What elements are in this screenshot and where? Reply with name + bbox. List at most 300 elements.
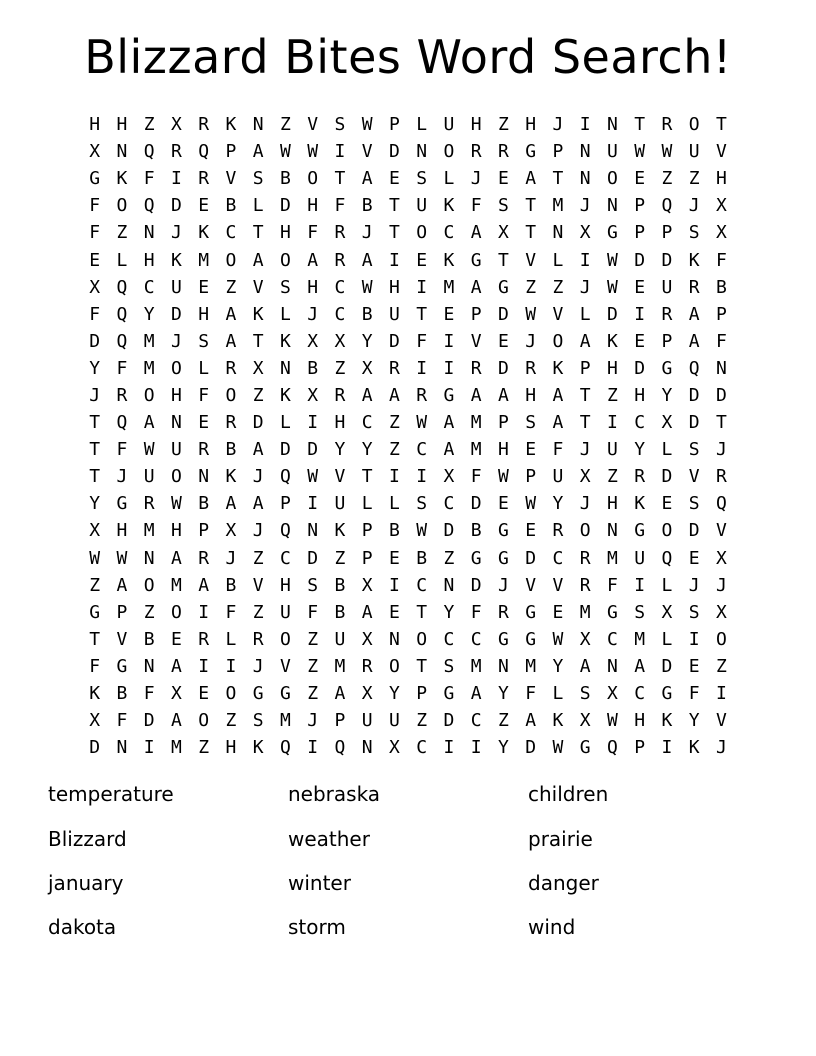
grid-letter-r18-c3: O xyxy=(143,574,155,596)
grid-letter-r20-c10: U xyxy=(334,628,346,650)
grid-letter-r4-c5: E xyxy=(198,195,210,217)
grid-letter-r13-c20: U xyxy=(606,439,618,461)
grid-letter-r17-c10: Z xyxy=(334,547,346,569)
grid-letter-r9-c11: Y xyxy=(361,330,373,352)
grid-letter-r21-c2: G xyxy=(116,655,128,677)
grid-letter-r21-c7: J xyxy=(252,655,264,677)
grid-letter-r9-c5: S xyxy=(198,330,210,352)
grid-letter-r15-c16: E xyxy=(497,493,509,515)
grid-letter-r13-c11: Y xyxy=(361,439,373,461)
grid-letter-r4-c8: D xyxy=(279,195,291,217)
grid-letter-r9-c14: I xyxy=(443,330,455,352)
grid-letter-r16-c12: B xyxy=(388,520,400,542)
grid-letter-r8-c17: W xyxy=(525,303,537,325)
grid-letter-r21-c23: E xyxy=(688,655,700,677)
grid-letter-r17-c17: D xyxy=(525,547,537,569)
grid-letter-r5-c10: R xyxy=(334,222,346,244)
grid-letter-r11-c13: R xyxy=(416,384,428,406)
grid-letter-r14-c17: P xyxy=(525,466,537,488)
grid-letter-r24-c13: C xyxy=(416,737,428,759)
grid-letter-r1-c12: P xyxy=(388,114,400,136)
grid-letter-r17-c19: R xyxy=(579,547,591,569)
grid-letter-r4-c23: J xyxy=(688,195,700,217)
grid-letter-r12-c4: N xyxy=(170,412,182,434)
grid-letter-r14-c14: X xyxy=(443,466,455,488)
grid-letter-r7-c20: W xyxy=(606,276,618,298)
grid-letter-r23-c7: S xyxy=(252,710,264,732)
grid-letter-r13-c21: Y xyxy=(634,439,646,461)
grid-letter-r9-c21: E xyxy=(634,330,646,352)
grid-letter-r20-c4: E xyxy=(170,628,182,650)
grid-letter-r1-c5: R xyxy=(198,114,210,136)
grid-letter-r7-c19: J xyxy=(579,276,591,298)
grid-letter-r11-c4: H xyxy=(170,384,182,406)
grid-letter-r1-c1: H xyxy=(89,114,101,136)
grid-letter-r15-c2: G xyxy=(116,493,128,515)
grid-letter-r20-c9: Z xyxy=(307,628,319,650)
grid-letter-r24-c6: H xyxy=(225,737,237,759)
grid-letter-r21-c3: N xyxy=(143,655,155,677)
word-item: temperature xyxy=(48,782,174,807)
grid-letter-r15-c10: U xyxy=(334,493,346,515)
grid-letter-r6-c2: L xyxy=(116,249,128,271)
grid-letter-r15-c22: E xyxy=(661,493,673,515)
grid-letter-r23-c3: D xyxy=(143,710,155,732)
grid-letter-r11-c24: D xyxy=(715,384,727,406)
grid-letter-r20-c23: I xyxy=(688,628,700,650)
grid-letter-r4-c4: D xyxy=(170,195,182,217)
grid-letter-r2-c9: W xyxy=(307,141,319,163)
grid-letter-r9-c8: K xyxy=(279,330,291,352)
grid-letter-r17-c23: E xyxy=(688,547,700,569)
grid-letter-r6-c12: I xyxy=(388,249,400,271)
grid-letter-r1-c11: W xyxy=(361,114,373,136)
grid-letter-r7-c2: Q xyxy=(116,276,128,298)
grid-letter-r3-c15: J xyxy=(470,168,482,190)
grid-letter-r23-c16: Z xyxy=(497,710,509,732)
grid-letter-r1-c4: X xyxy=(170,114,182,136)
grid-letter-r19-c21: S xyxy=(634,601,646,623)
grid-letter-r1-c7: N xyxy=(252,114,264,136)
grid-letter-r8-c22: R xyxy=(661,303,673,325)
grid-letter-r15-c23: S xyxy=(688,493,700,515)
grid-letter-r23-c14: D xyxy=(443,710,455,732)
grid-letter-r21-c17: M xyxy=(525,655,537,677)
grid-letter-r6-c11: A xyxy=(361,249,373,271)
grid-letter-r12-c21: C xyxy=(634,412,646,434)
grid-letter-r3-c4: I xyxy=(170,168,182,190)
grid-letter-r20-c19: X xyxy=(579,628,591,650)
grid-letter-r24-c14: I xyxy=(443,737,455,759)
grid-letter-r12-c5: E xyxy=(198,412,210,434)
grid-letter-r9-c3: M xyxy=(143,330,155,352)
grid-letter-r18-c4: M xyxy=(170,574,182,596)
grid-letter-r2-c6: P xyxy=(225,141,237,163)
grid-letter-r2-c13: N xyxy=(416,141,428,163)
grid-letter-r17-c1: W xyxy=(89,547,101,569)
grid-letter-r15-c7: A xyxy=(252,493,264,515)
grid-letter-r2-c1: X xyxy=(89,141,101,163)
grid-letter-r6-c9: A xyxy=(307,249,319,271)
grid-letter-r13-c23: S xyxy=(688,439,700,461)
grid-letter-r7-c24: B xyxy=(715,276,727,298)
grid-letter-r10-c21: D xyxy=(634,357,646,379)
grid-letter-r7-c21: E xyxy=(634,276,646,298)
grid-letter-r16-c19: O xyxy=(579,520,591,542)
grid-letter-r7-c7: V xyxy=(252,276,264,298)
grid-letter-r16-c10: K xyxy=(334,520,346,542)
grid-letter-r1-c13: L xyxy=(416,114,428,136)
grid-letter-r18-c13: C xyxy=(416,574,428,596)
grid-letter-r10-c6: R xyxy=(225,357,237,379)
grid-letter-r15-c18: Y xyxy=(552,493,564,515)
grid-letter-r18-c19: R xyxy=(579,574,591,596)
grid-letter-r13-c3: W xyxy=(143,439,155,461)
grid-letter-r16-c7: J xyxy=(252,520,264,542)
grid-letter-r4-c21: P xyxy=(634,195,646,217)
grid-letter-r6-c14: K xyxy=(443,249,455,271)
grid-letter-r15-c19: J xyxy=(579,493,591,515)
grid-letter-r18-c7: V xyxy=(252,574,264,596)
grid-letter-r11-c5: F xyxy=(198,384,210,406)
grid-letter-r10-c3: M xyxy=(143,357,155,379)
grid-letter-r4-c18: M xyxy=(552,195,564,217)
grid-letter-r14-c4: O xyxy=(170,466,182,488)
grid-letter-r13-c24: J xyxy=(715,439,727,461)
grid-letter-r22-c1: K xyxy=(89,683,101,705)
grid-letter-r17-c20: M xyxy=(606,547,618,569)
grid-letter-r9-c15: V xyxy=(470,330,482,352)
grid-letter-r8-c20: D xyxy=(606,303,618,325)
grid-letter-r17-c11: P xyxy=(361,547,373,569)
grid-letter-r23-c19: X xyxy=(579,710,591,732)
grid-letter-r17-c21: U xyxy=(634,547,646,569)
grid-letter-r7-c17: Z xyxy=(525,276,537,298)
grid-letter-r13-c2: F xyxy=(116,439,128,461)
grid-letter-r12-c24: T xyxy=(715,412,727,434)
grid-letter-r3-c10: T xyxy=(334,168,346,190)
grid-letter-r13-c7: A xyxy=(252,439,264,461)
grid-letter-r10-c20: H xyxy=(606,357,618,379)
grid-letter-r3-c9: O xyxy=(307,168,319,190)
grid-letter-r24-c19: G xyxy=(579,737,591,759)
grid-letter-r9-c4: J xyxy=(170,330,182,352)
grid-letter-r6-c6: O xyxy=(225,249,237,271)
grid-letter-r9-c6: A xyxy=(225,330,237,352)
grid-letter-r5-c23: S xyxy=(688,222,700,244)
grid-letter-r3-c7: S xyxy=(252,168,264,190)
grid-letter-r14-c13: I xyxy=(416,466,428,488)
grid-letter-r12-c15: M xyxy=(470,412,482,434)
grid-letter-r5-c2: Z xyxy=(116,222,128,244)
grid-letter-r3-c6: V xyxy=(225,168,237,190)
grid-letter-r21-c6: I xyxy=(225,655,237,677)
grid-letter-r14-c19: X xyxy=(579,466,591,488)
grid-letter-r19-c22: X xyxy=(661,601,673,623)
grid-letter-r3-c8: B xyxy=(279,168,291,190)
grid-letter-r3-c3: F xyxy=(143,168,155,190)
grid-letter-r16-c4: H xyxy=(170,520,182,542)
grid-letter-r24-c12: X xyxy=(388,737,400,759)
grid-letter-r23-c18: K xyxy=(552,710,564,732)
grid-letter-r2-c8: W xyxy=(279,141,291,163)
grid-letter-r19-c15: F xyxy=(470,601,482,623)
grid-letter-r1-c3: Z xyxy=(143,114,155,136)
grid-letter-r6-c20: W xyxy=(606,249,618,271)
grid-letter-r14-c21: R xyxy=(634,466,646,488)
grid-letter-r13-c17: E xyxy=(525,439,537,461)
grid-letter-r8-c16: D xyxy=(497,303,509,325)
grid-letter-r6-c16: T xyxy=(497,249,509,271)
grid-letter-r4-c2: O xyxy=(116,195,128,217)
grid-letter-r20-c12: N xyxy=(388,628,400,650)
grid-letter-r20-c21: M xyxy=(634,628,646,650)
grid-letter-r15-c9: I xyxy=(307,493,319,515)
grid-letter-r21-c16: N xyxy=(497,655,509,677)
grid-letter-r7-c10: C xyxy=(334,276,346,298)
grid-letter-r11-c16: A xyxy=(497,384,509,406)
grid-letter-r22-c14: G xyxy=(443,683,455,705)
grid-letter-r14-c12: I xyxy=(388,466,400,488)
grid-letter-r3-c18: T xyxy=(552,168,564,190)
grid-letter-r18-c9: S xyxy=(307,574,319,596)
grid-letter-r14-c24: R xyxy=(715,466,727,488)
grid-letter-r17-c7: Z xyxy=(252,547,264,569)
grid-letter-r8-c3: Y xyxy=(143,303,155,325)
grid-letter-r24-c17: D xyxy=(525,737,537,759)
grid-letter-r12-c10: H xyxy=(334,412,346,434)
grid-letter-r2-c4: R xyxy=(170,141,182,163)
grid-letter-r12-c1: T xyxy=(89,412,101,434)
grid-letter-r18-c20: F xyxy=(606,574,618,596)
grid-letter-r20-c18: W xyxy=(552,628,564,650)
grid-letter-r22-c20: X xyxy=(606,683,618,705)
grid-letter-r15-c13: S xyxy=(416,493,428,515)
grid-letter-r16-c14: D xyxy=(443,520,455,542)
grid-letter-r4-c16: S xyxy=(497,195,509,217)
grid-letter-r17-c13: B xyxy=(416,547,428,569)
grid-letter-r20-c1: T xyxy=(89,628,101,650)
grid-letter-r3-c12: E xyxy=(388,168,400,190)
grid-letter-r12-c17: S xyxy=(525,412,537,434)
grid-letter-r17-c8: C xyxy=(279,547,291,569)
grid-letter-r6-c1: E xyxy=(89,249,101,271)
grid-letter-r1-c17: H xyxy=(525,114,537,136)
grid-letter-r7-c18: Z xyxy=(552,276,564,298)
grid-letter-r9-c7: T xyxy=(252,330,264,352)
grid-letter-r22-c15: A xyxy=(470,683,482,705)
grid-letter-r16-c22: O xyxy=(661,520,673,542)
grid-letter-r18-c22: L xyxy=(661,574,673,596)
grid-letter-r4-c6: B xyxy=(225,195,237,217)
grid-letter-r20-c17: G xyxy=(525,628,537,650)
grid-letter-r20-c5: R xyxy=(198,628,210,650)
grid-letter-r1-c16: Z xyxy=(497,114,509,136)
grid-letter-r22-c12: Y xyxy=(388,683,400,705)
grid-letter-r15-c20: H xyxy=(606,493,618,515)
grid-letter-r5-c4: J xyxy=(170,222,182,244)
grid-letter-r15-c5: B xyxy=(198,493,210,515)
grid-letter-r22-c8: G xyxy=(279,683,291,705)
grid-letter-r1-c19: I xyxy=(579,114,591,136)
grid-letter-r13-c6: B xyxy=(225,439,237,461)
grid-letter-r8-c10: C xyxy=(334,303,346,325)
grid-letter-r12-c23: D xyxy=(688,412,700,434)
grid-letter-r5-c1: F xyxy=(89,222,101,244)
grid-letter-r11-c20: Z xyxy=(606,384,618,406)
grid-letter-r15-c21: K xyxy=(634,493,646,515)
grid-letter-r14-c11: T xyxy=(361,466,373,488)
grid-letter-r10-c12: R xyxy=(388,357,400,379)
grid-letter-r18-c17: V xyxy=(525,574,537,596)
grid-letter-r17-c22: Q xyxy=(661,547,673,569)
grid-letter-r5-c22: P xyxy=(661,222,673,244)
grid-letter-r6-c10: R xyxy=(334,249,346,271)
grid-letter-r12-c3: A xyxy=(143,412,155,434)
grid-letter-r9-c13: F xyxy=(416,330,428,352)
grid-letter-r3-c11: A xyxy=(361,168,373,190)
grid-letter-r12-c8: L xyxy=(279,412,291,434)
grid-letter-r14-c7: J xyxy=(252,466,264,488)
grid-letter-r21-c20: N xyxy=(606,655,618,677)
grid-letter-r6-c15: G xyxy=(470,249,482,271)
grid-letter-r5-c16: X xyxy=(497,222,509,244)
grid-letter-r21-c21: A xyxy=(634,655,646,677)
grid-letter-r7-c5: E xyxy=(198,276,210,298)
grid-letter-r23-c11: U xyxy=(361,710,373,732)
grid-letter-r14-c10: V xyxy=(334,466,346,488)
grid-letter-r17-c9: D xyxy=(307,547,319,569)
grid-letter-r23-c12: U xyxy=(388,710,400,732)
grid-letter-r10-c17: R xyxy=(525,357,537,379)
grid-letter-r23-c22: K xyxy=(661,710,673,732)
grid-letter-r16-c2: H xyxy=(116,520,128,542)
grid-letter-r3-c21: E xyxy=(634,168,646,190)
grid-letter-r6-c4: K xyxy=(170,249,182,271)
grid-letter-r20-c11: X xyxy=(361,628,373,650)
grid-letter-r19-c4: O xyxy=(170,601,182,623)
grid-letter-r2-c16: R xyxy=(497,141,509,163)
grid-letter-r3-c22: Z xyxy=(661,168,673,190)
grid-letter-r7-c14: M xyxy=(443,276,455,298)
grid-letter-r11-c21: H xyxy=(634,384,646,406)
grid-letter-r18-c21: I xyxy=(634,574,646,596)
grid-letter-r8-c23: A xyxy=(688,303,700,325)
grid-letter-r16-c5: P xyxy=(198,520,210,542)
grid-letter-r20-c16: G xyxy=(497,628,509,650)
grid-letter-r11-c8: K xyxy=(279,384,291,406)
grid-letter-r4-c17: T xyxy=(525,195,537,217)
grid-letter-r12-c12: Z xyxy=(388,412,400,434)
grid-letter-r17-c15: G xyxy=(470,547,482,569)
grid-letter-r11-c17: H xyxy=(525,384,537,406)
grid-letter-r11-c6: O xyxy=(225,384,237,406)
grid-letter-r2-c10: I xyxy=(334,141,346,163)
grid-letter-r6-c13: E xyxy=(416,249,428,271)
grid-letter-r3-c13: S xyxy=(416,168,428,190)
grid-letter-r19-c1: G xyxy=(89,601,101,623)
grid-letter-r17-c5: R xyxy=(198,547,210,569)
grid-letter-r19-c2: P xyxy=(116,601,128,623)
grid-letter-r11-c10: R xyxy=(334,384,346,406)
grid-letter-r22-c21: C xyxy=(634,683,646,705)
grid-letter-r2-c18: P xyxy=(552,141,564,163)
grid-letter-r10-c11: X xyxy=(361,357,373,379)
grid-letter-r16-c13: W xyxy=(416,520,428,542)
grid-letter-r14-c15: F xyxy=(470,466,482,488)
grid-letter-r21-c19: A xyxy=(579,655,591,677)
grid-letter-r3-c19: N xyxy=(579,168,591,190)
grid-letter-r2-c5: Q xyxy=(198,141,210,163)
grid-letter-r10-c2: F xyxy=(116,357,128,379)
grid-letter-r8-c6: A xyxy=(225,303,237,325)
grid-letter-r5-c19: X xyxy=(579,222,591,244)
grid-letter-r6-c24: F xyxy=(715,249,727,271)
grid-letter-r9-c2: Q xyxy=(116,330,128,352)
grid-letter-r15-c11: L xyxy=(361,493,373,515)
grid-letter-r21-c10: M xyxy=(334,655,346,677)
grid-letter-r10-c24: N xyxy=(715,357,727,379)
grid-letter-r9-c17: J xyxy=(525,330,537,352)
grid-letter-r24-c16: Y xyxy=(497,737,509,759)
grid-letter-r3-c23: Z xyxy=(688,168,700,190)
grid-letter-r19-c20: G xyxy=(606,601,618,623)
grid-letter-r7-c9: H xyxy=(307,276,319,298)
grid-letter-r11-c19: T xyxy=(579,384,591,406)
grid-letter-r2-c7: A xyxy=(252,141,264,163)
grid-letter-r5-c21: P xyxy=(634,222,646,244)
grid-letter-r4-c7: L xyxy=(252,195,264,217)
grid-letter-r24-c23: K xyxy=(688,737,700,759)
grid-letter-r23-c10: P xyxy=(334,710,346,732)
grid-letter-r8-c12: U xyxy=(388,303,400,325)
grid-letter-r7-c8: S xyxy=(279,276,291,298)
grid-letter-r16-c20: N xyxy=(606,520,618,542)
grid-letter-r21-c4: A xyxy=(170,655,182,677)
grid-letter-r2-c21: W xyxy=(634,141,646,163)
grid-letter-r9-c23: A xyxy=(688,330,700,352)
grid-letter-r19-c8: U xyxy=(279,601,291,623)
grid-letter-r14-c5: N xyxy=(198,466,210,488)
grid-letter-r5-c17: T xyxy=(525,222,537,244)
grid-letter-r18-c14: N xyxy=(443,574,455,596)
word-item: Blizzard xyxy=(48,826,127,851)
grid-letter-r2-c11: V xyxy=(361,141,373,163)
grid-letter-r22-c7: G xyxy=(252,683,264,705)
grid-letter-r6-c8: O xyxy=(279,249,291,271)
grid-letter-r19-c19: M xyxy=(579,601,591,623)
grid-letter-r6-c22: D xyxy=(661,249,673,271)
grid-letter-r17-c24: X xyxy=(715,547,727,569)
grid-letter-r7-c16: G xyxy=(497,276,509,298)
grid-letter-r24-c5: Z xyxy=(198,737,210,759)
grid-letter-r10-c13: I xyxy=(416,357,428,379)
word-list-column-3 xyxy=(528,772,768,949)
grid-letter-r11-c22: Y xyxy=(661,384,673,406)
grid-letter-r8-c19: L xyxy=(579,303,591,325)
grid-letter-r14-c6: K xyxy=(225,466,237,488)
grid-letter-r10-c22: G xyxy=(661,357,673,379)
grid-letter-r11-c9: X xyxy=(307,384,319,406)
grid-letter-r5-c6: C xyxy=(225,222,237,244)
grid-letter-r1-c10: S xyxy=(334,114,346,136)
grid-letter-r21-c11: R xyxy=(361,655,373,677)
grid-letter-r22-c3: F xyxy=(143,683,155,705)
grid-letter-r12-c19: T xyxy=(579,412,591,434)
grid-letter-r10-c7: X xyxy=(252,357,264,379)
grid-letter-r12-c9: I xyxy=(307,412,319,434)
grid-letter-r16-c6: X xyxy=(225,520,237,542)
